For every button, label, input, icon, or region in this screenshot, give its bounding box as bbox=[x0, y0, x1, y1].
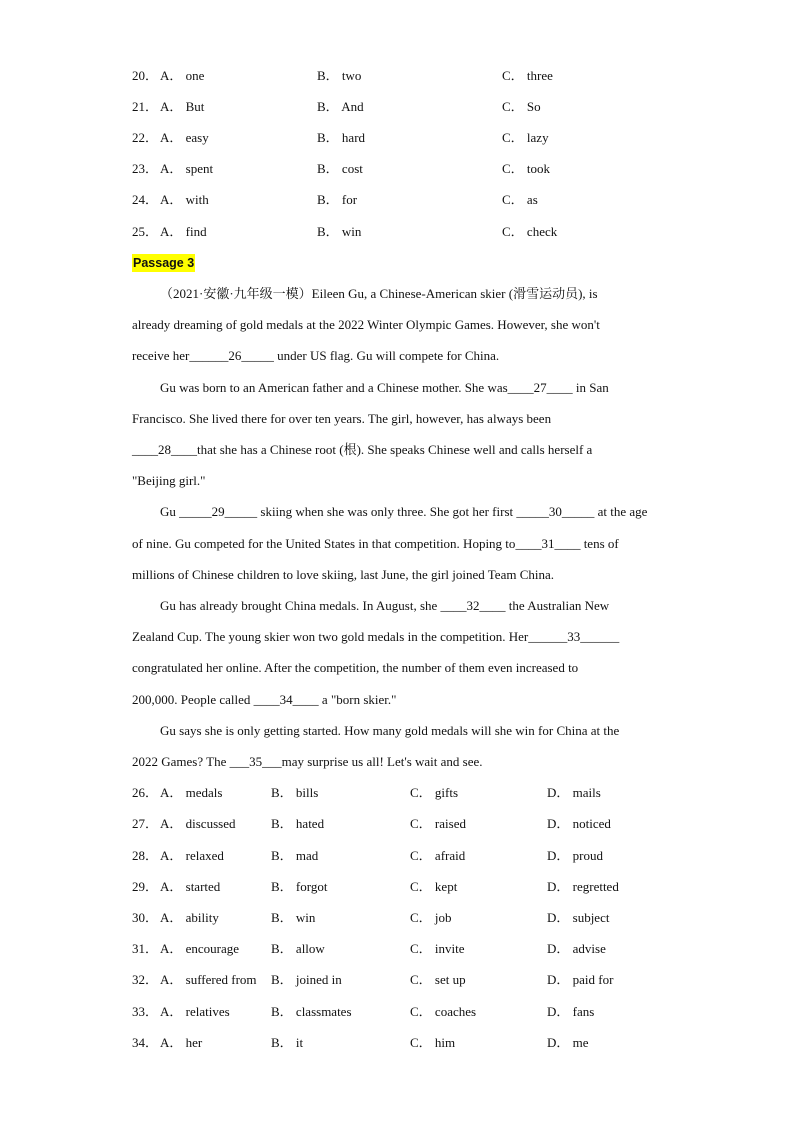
blank-27: ____27____ bbox=[507, 380, 573, 395]
option-a: A． easy bbox=[160, 130, 209, 145]
question-number: 28． bbox=[132, 848, 159, 863]
blank-26: ______26_____ bbox=[189, 348, 274, 363]
option-c: C． raised bbox=[410, 816, 466, 831]
question-number: 32． bbox=[132, 972, 159, 987]
option-c: C． invite bbox=[410, 941, 465, 956]
option-a: A． encourage bbox=[160, 941, 240, 956]
option-c: C． as bbox=[502, 192, 538, 207]
blank-35: ___35___ bbox=[229, 754, 282, 769]
question-number: 31． bbox=[132, 941, 159, 956]
option-c: C． check bbox=[502, 224, 558, 239]
option-a: A． relatives bbox=[160, 1004, 230, 1019]
passage-line bbox=[132, 471, 205, 491]
option-b: B． And bbox=[317, 99, 364, 114]
passage-text: millions of Chinese children to love skiing, last June, the girl joined Team China. bbox=[132, 567, 555, 582]
option-row bbox=[132, 814, 672, 834]
option-a: A． ability bbox=[160, 910, 219, 925]
blank-30: _____30_____ bbox=[516, 504, 595, 519]
passage-text: at the age bbox=[594, 504, 648, 519]
option-a: A． her bbox=[160, 1035, 203, 1050]
passage-text: may surprise us all! Let's wait and see. bbox=[281, 754, 483, 769]
question-number: 20． bbox=[132, 68, 159, 83]
passage-text: Zealand Cup. The young skier won two gold medals in the competition. Her bbox=[132, 629, 529, 644]
passage-text: congratulated her online. After the competition, the number of them even increased to bbox=[132, 660, 579, 675]
option-c: C． took bbox=[502, 161, 551, 176]
passage-text: receive her bbox=[132, 348, 190, 363]
option-c: C． lazy bbox=[502, 130, 549, 145]
option-c: C． kept bbox=[410, 879, 458, 894]
passage-line bbox=[132, 409, 551, 429]
passage-line bbox=[160, 284, 598, 304]
passage-text: Gu bbox=[160, 504, 180, 519]
option-row bbox=[132, 190, 672, 210]
passage-text: （2021·安徽·九年级一模）Eileen Gu, a Chinese-American skier (滑雪运动员), is bbox=[160, 286, 598, 301]
option-a: A． But bbox=[160, 99, 205, 114]
option-a: A． spent bbox=[160, 161, 214, 176]
passage-text: a "born skier." bbox=[318, 692, 397, 707]
passage-text: skiing when she was only three. She got her first bbox=[257, 504, 517, 519]
option-c: C． afraid bbox=[410, 848, 466, 863]
option-c: C． three bbox=[502, 68, 553, 83]
passage-line bbox=[132, 658, 578, 678]
option-d: D． mails bbox=[547, 785, 601, 800]
option-row bbox=[132, 1033, 672, 1053]
question-number: 25． bbox=[132, 224, 159, 239]
passage-text: 2022 Games? The bbox=[132, 754, 230, 769]
option-c: C． So bbox=[502, 99, 541, 114]
option-row bbox=[132, 970, 672, 990]
option-d: D． paid for bbox=[547, 972, 614, 987]
passage-line bbox=[132, 346, 499, 366]
option-d: D． me bbox=[547, 1035, 589, 1050]
passage-text: already dreaming of gold medals at the 2022 Winter Olympic Games. However, she won't bbox=[132, 317, 600, 332]
passage-line bbox=[160, 378, 609, 398]
passage-line bbox=[160, 596, 609, 616]
option-c: C． job bbox=[410, 910, 452, 925]
option-row bbox=[132, 846, 672, 866]
blank-31: ____31____ bbox=[515, 536, 581, 551]
passage-text: that she has a Chinese root (根). She speaks Chinese well and calls herself a bbox=[197, 442, 593, 457]
passage-line bbox=[132, 315, 600, 335]
passage-text: Francisco. She lived there for over ten years. The girl, however, has always been bbox=[132, 411, 552, 426]
passage-line bbox=[132, 534, 619, 554]
passage-text: Gu was born to an American father and a Chinese mother. She was bbox=[160, 380, 508, 395]
option-b: B． mad bbox=[271, 848, 319, 863]
option-a: A． relaxed bbox=[160, 848, 224, 863]
option-b: B． forgot bbox=[271, 879, 328, 894]
option-b: B． bills bbox=[271, 785, 319, 800]
option-b: B． win bbox=[271, 910, 316, 925]
option-c: C． gifts bbox=[410, 785, 459, 800]
option-row bbox=[132, 783, 672, 803]
question-number: 34． bbox=[132, 1035, 159, 1050]
blank-32: ____32____ bbox=[440, 598, 506, 613]
passage-text: under US flag. Gu will compete for China. bbox=[273, 348, 500, 363]
option-c: C． set up bbox=[410, 972, 466, 987]
question-number: 23． bbox=[132, 161, 159, 176]
passage-line bbox=[132, 690, 396, 710]
option-b: B． it bbox=[271, 1035, 304, 1050]
passage-line bbox=[132, 752, 483, 772]
option-c: C． coaches bbox=[410, 1004, 477, 1019]
option-b: B． joined in bbox=[271, 972, 342, 987]
option-d: D． subject bbox=[547, 910, 610, 925]
option-b: B． hated bbox=[271, 816, 325, 831]
blank-29: _____29_____ bbox=[179, 504, 258, 519]
option-b: B． for bbox=[317, 192, 358, 207]
question-number: 27． bbox=[132, 816, 159, 831]
passage-title: Passage 3 bbox=[133, 256, 195, 270]
blank-34: ____34____ bbox=[253, 692, 319, 707]
blank-33: ______33______ bbox=[528, 629, 620, 644]
option-row bbox=[132, 66, 672, 86]
option-d: D． advise bbox=[547, 941, 606, 956]
option-a: A． started bbox=[160, 879, 221, 894]
question-number: 30． bbox=[132, 910, 159, 925]
question-number: 24． bbox=[132, 192, 159, 207]
blank-28: ____28____ bbox=[132, 442, 197, 457]
passage-line bbox=[132, 440, 592, 460]
option-b: B． allow bbox=[271, 941, 325, 956]
option-row bbox=[132, 128, 672, 148]
question-number: 22． bbox=[132, 130, 159, 145]
passage-line bbox=[160, 721, 619, 741]
passage-line bbox=[132, 565, 554, 585]
question-number: 21． bbox=[132, 99, 159, 114]
passage-text: Gu has already brought China medals. In August, she bbox=[160, 598, 441, 613]
option-row bbox=[132, 908, 672, 928]
passage-line bbox=[132, 627, 619, 647]
option-b: B． win bbox=[317, 224, 362, 239]
option-row bbox=[132, 877, 672, 897]
option-a: A． with bbox=[160, 192, 209, 207]
passage-line bbox=[160, 502, 647, 522]
option-a: A． find bbox=[160, 224, 207, 239]
option-b: B． two bbox=[317, 68, 362, 83]
passage-text: "Beijing girl." bbox=[132, 473, 206, 488]
option-d: D． fans bbox=[547, 1004, 595, 1019]
passage-text: in San bbox=[572, 380, 609, 395]
option-d: D． proud bbox=[547, 848, 603, 863]
passage-text: Gu says she is only getting started. How many gold medals will she win for China at the bbox=[160, 723, 620, 738]
option-a: A． discussed bbox=[160, 816, 236, 831]
option-row bbox=[132, 97, 672, 117]
option-d: D． noticed bbox=[547, 816, 611, 831]
question-number: 33． bbox=[132, 1004, 159, 1019]
option-a: A． suffered from bbox=[160, 972, 257, 987]
option-b: B． classmates bbox=[271, 1004, 352, 1019]
option-b: B． cost bbox=[317, 161, 363, 176]
option-b: B． hard bbox=[317, 130, 366, 145]
option-a: A． one bbox=[160, 68, 205, 83]
question-number: 26． bbox=[132, 785, 159, 800]
question-number: 29． bbox=[132, 879, 159, 894]
option-row bbox=[132, 159, 672, 179]
option-row bbox=[132, 939, 672, 959]
option-a: A． medals bbox=[160, 785, 223, 800]
option-row bbox=[132, 222, 672, 242]
passage-text: tens of bbox=[580, 536, 619, 551]
option-c: C． him bbox=[410, 1035, 456, 1050]
option-row bbox=[132, 1002, 672, 1022]
passage-text: 200,000. People called bbox=[132, 692, 254, 707]
passage-text: the Australian New bbox=[505, 598, 610, 613]
option-d: D． regretted bbox=[547, 879, 619, 894]
passage-text: of nine. Gu competed for the United States in that competition. Hoping to bbox=[132, 536, 516, 551]
